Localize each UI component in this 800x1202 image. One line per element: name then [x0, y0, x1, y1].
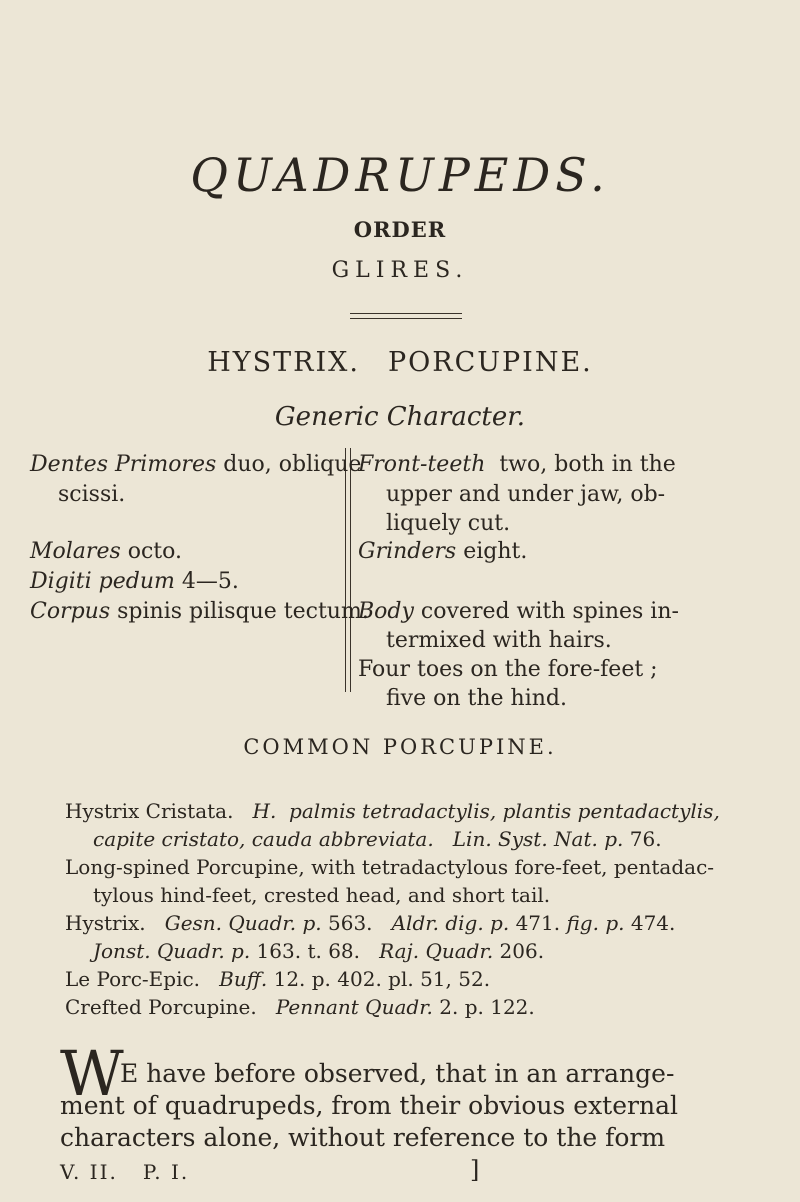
- species-heading: COMMON PORCUPINE.: [243, 735, 557, 759]
- english-char-1: Front-teeth two, both in the: [358, 452, 676, 477]
- body-line-3: characters alone, without reference to the form: [60, 1123, 666, 1152]
- drop-cap: W: [60, 1037, 124, 1110]
- column-rule-left: [345, 448, 346, 692]
- signature-mark: V. II. P. I.: [60, 1160, 190, 1184]
- latin-char-1: Dentes Primores duo, oblique: [30, 452, 362, 477]
- synonymy-line-8: Crefted Porcupine. Pennant Quadr. 2. p. 122.: [65, 995, 535, 1019]
- synonymy-line-4: tylous hind-feet, crested head, and short tail.: [93, 883, 551, 907]
- english-char-2: Grinders eight.: [358, 539, 528, 564]
- generic-character-heading: Generic Character.: [274, 402, 526, 432]
- genus-heading: [0, 347, 800, 378]
- english-char-3: Body covered with spines in-: [358, 599, 679, 624]
- genus-latin: HYSTRIX.: [207, 347, 360, 378]
- english-char-4: Four toes on the fore-feet ;: [358, 657, 658, 682]
- latin-char-1-cont: scissi.: [58, 482, 126, 507]
- body-line-1: E have before observed, that in an arrange-: [120, 1059, 675, 1088]
- synonymy-line-3: Long-spined Porcupine, with tetradactylous fore-feet, pentadac-: [65, 855, 715, 879]
- decorative-rule: [350, 313, 462, 319]
- body-line-2: ment of quadrupeds, from their obvious external: [60, 1091, 678, 1120]
- signature-bracket: ]: [470, 1156, 480, 1184]
- latin-char-3: Digiti pedum 4—5.: [30, 569, 239, 594]
- order-label: ORDER: [353, 217, 447, 242]
- english-char-3-cont: termixed with hairs.: [386, 628, 612, 653]
- latin-char-4: Corpus spinis pilisque tectum.: [30, 599, 369, 624]
- genus-english: PORCUPINE.: [387, 347, 593, 378]
- column-rule-right: [350, 448, 351, 692]
- synonymy-line-2: capite cristato, cauda abbreviata. Lin. Syst. Nat. p. 76.: [93, 827, 662, 851]
- synonymy-line-5: Hystrix. Gesn. Quadr. p. 563. Aldr. dig. p. 471. fig. p. 474.: [65, 911, 676, 935]
- english-char-1-cont1: upper and under jaw, ob-: [386, 482, 666, 507]
- page-title: QUADRUPEDS.: [190, 148, 610, 202]
- synonymy-line-7: Le Porc-Epic. Buff. 12. p. 402. pl. 51, 52.: [65, 967, 491, 991]
- latin-char-2: Molares octo.: [30, 539, 183, 564]
- english-char-4-cont: five on the hind.: [386, 686, 567, 711]
- order-name: GLIRES.: [331, 258, 469, 283]
- english-char-1-cont2: liquely cut.: [386, 511, 511, 536]
- synonymy-line-6: Jonst. Quadr. p. 163. t. 68. Raj. Quadr. 206.: [93, 939, 545, 963]
- synonymy-line-1: Hystrix Cristata. H. palmis tetradactylis, plantis pentadactylis,: [65, 799, 720, 823]
